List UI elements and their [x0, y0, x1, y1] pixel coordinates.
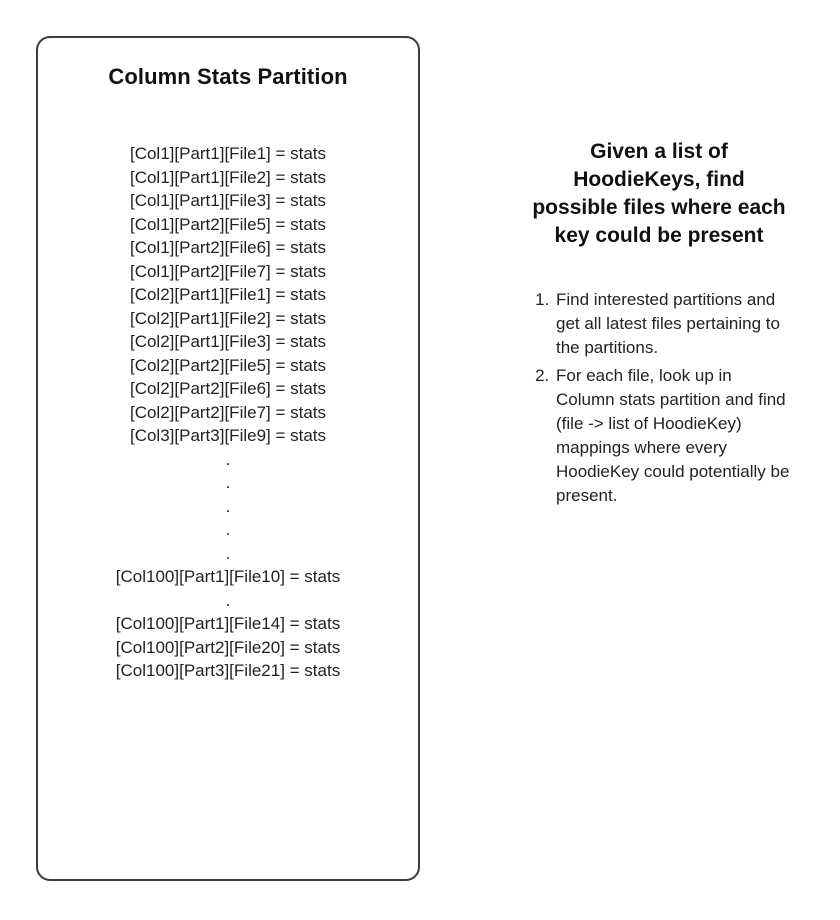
list-item: [Col100][Part3][File21] = stats: [115, 661, 341, 680]
stats-entries-tail: [56, 612, 400, 683]
ellipsis-top: [56, 448, 400, 566]
ellipsis-dot: .: [225, 496, 231, 516]
explanation-panel: [528, 138, 790, 512]
list-item: [Col2][Part2][File5] = stats: [129, 355, 327, 375]
list-item: [Col1][Part2][File5] = stats: [129, 214, 327, 234]
stats-entries-primary: [56, 142, 400, 448]
steps-list: [528, 288, 790, 508]
list-item: [Col1][Part1][File1] = stats: [129, 144, 327, 163]
list-item: [Col1][Part1][File3] = stats: [129, 191, 327, 210]
ellipsis-dot: .: [225, 590, 231, 610]
list-item: [Col100][Part2][File20] = stats: [115, 637, 341, 657]
ellipsis-dot: .: [225, 543, 231, 563]
column-stats-partition-box: [36, 36, 420, 881]
ellipsis-dot: .: [225, 520, 231, 539]
list-item: [Col2][Part1][File1] = stats: [129, 285, 327, 304]
stats-entry-list: [38, 142, 418, 683]
list-item: [Col2][Part2][File7] = stats: [129, 402, 327, 422]
list-item: 1. Find interested partitions and get all latest files pertaining to the partitions.: [554, 288, 790, 360]
list-item: [Col2][Part1][File2] = stats: [129, 308, 327, 328]
ellipsis-mid: [56, 589, 400, 613]
ellipsis-dot: .: [225, 449, 231, 469]
list-item: [Col3][Part3][File9] = stats: [129, 426, 327, 445]
list-item: [Col1][Part2][File7] = stats: [129, 261, 327, 281]
ellipsis-dot: .: [225, 473, 231, 492]
list-item: [Col2][Part2][File6] = stats: [129, 379, 327, 398]
list-item: 2. For each file, look up in Column stats partition and find (file -> list of HoodieKey) mappings where every HoodieKey could potentially be present.: [554, 364, 790, 508]
list-item: [Col1][Part2][File6] = stats: [129, 238, 327, 257]
explanation-heading: Given a list of HoodieKeys, find possible files where each key could be present: [532, 140, 786, 247]
list-item: [Col100][Part1][File14] = stats: [115, 614, 341, 633]
list-item: [Col2][Part1][File3] = stats: [129, 332, 327, 351]
list-item: [Col100][Part1][File10] = stats: [115, 567, 341, 586]
box-title: Column Stats Partition: [108, 64, 348, 89]
list-item: [Col1][Part1][File2] = stats: [129, 167, 327, 187]
